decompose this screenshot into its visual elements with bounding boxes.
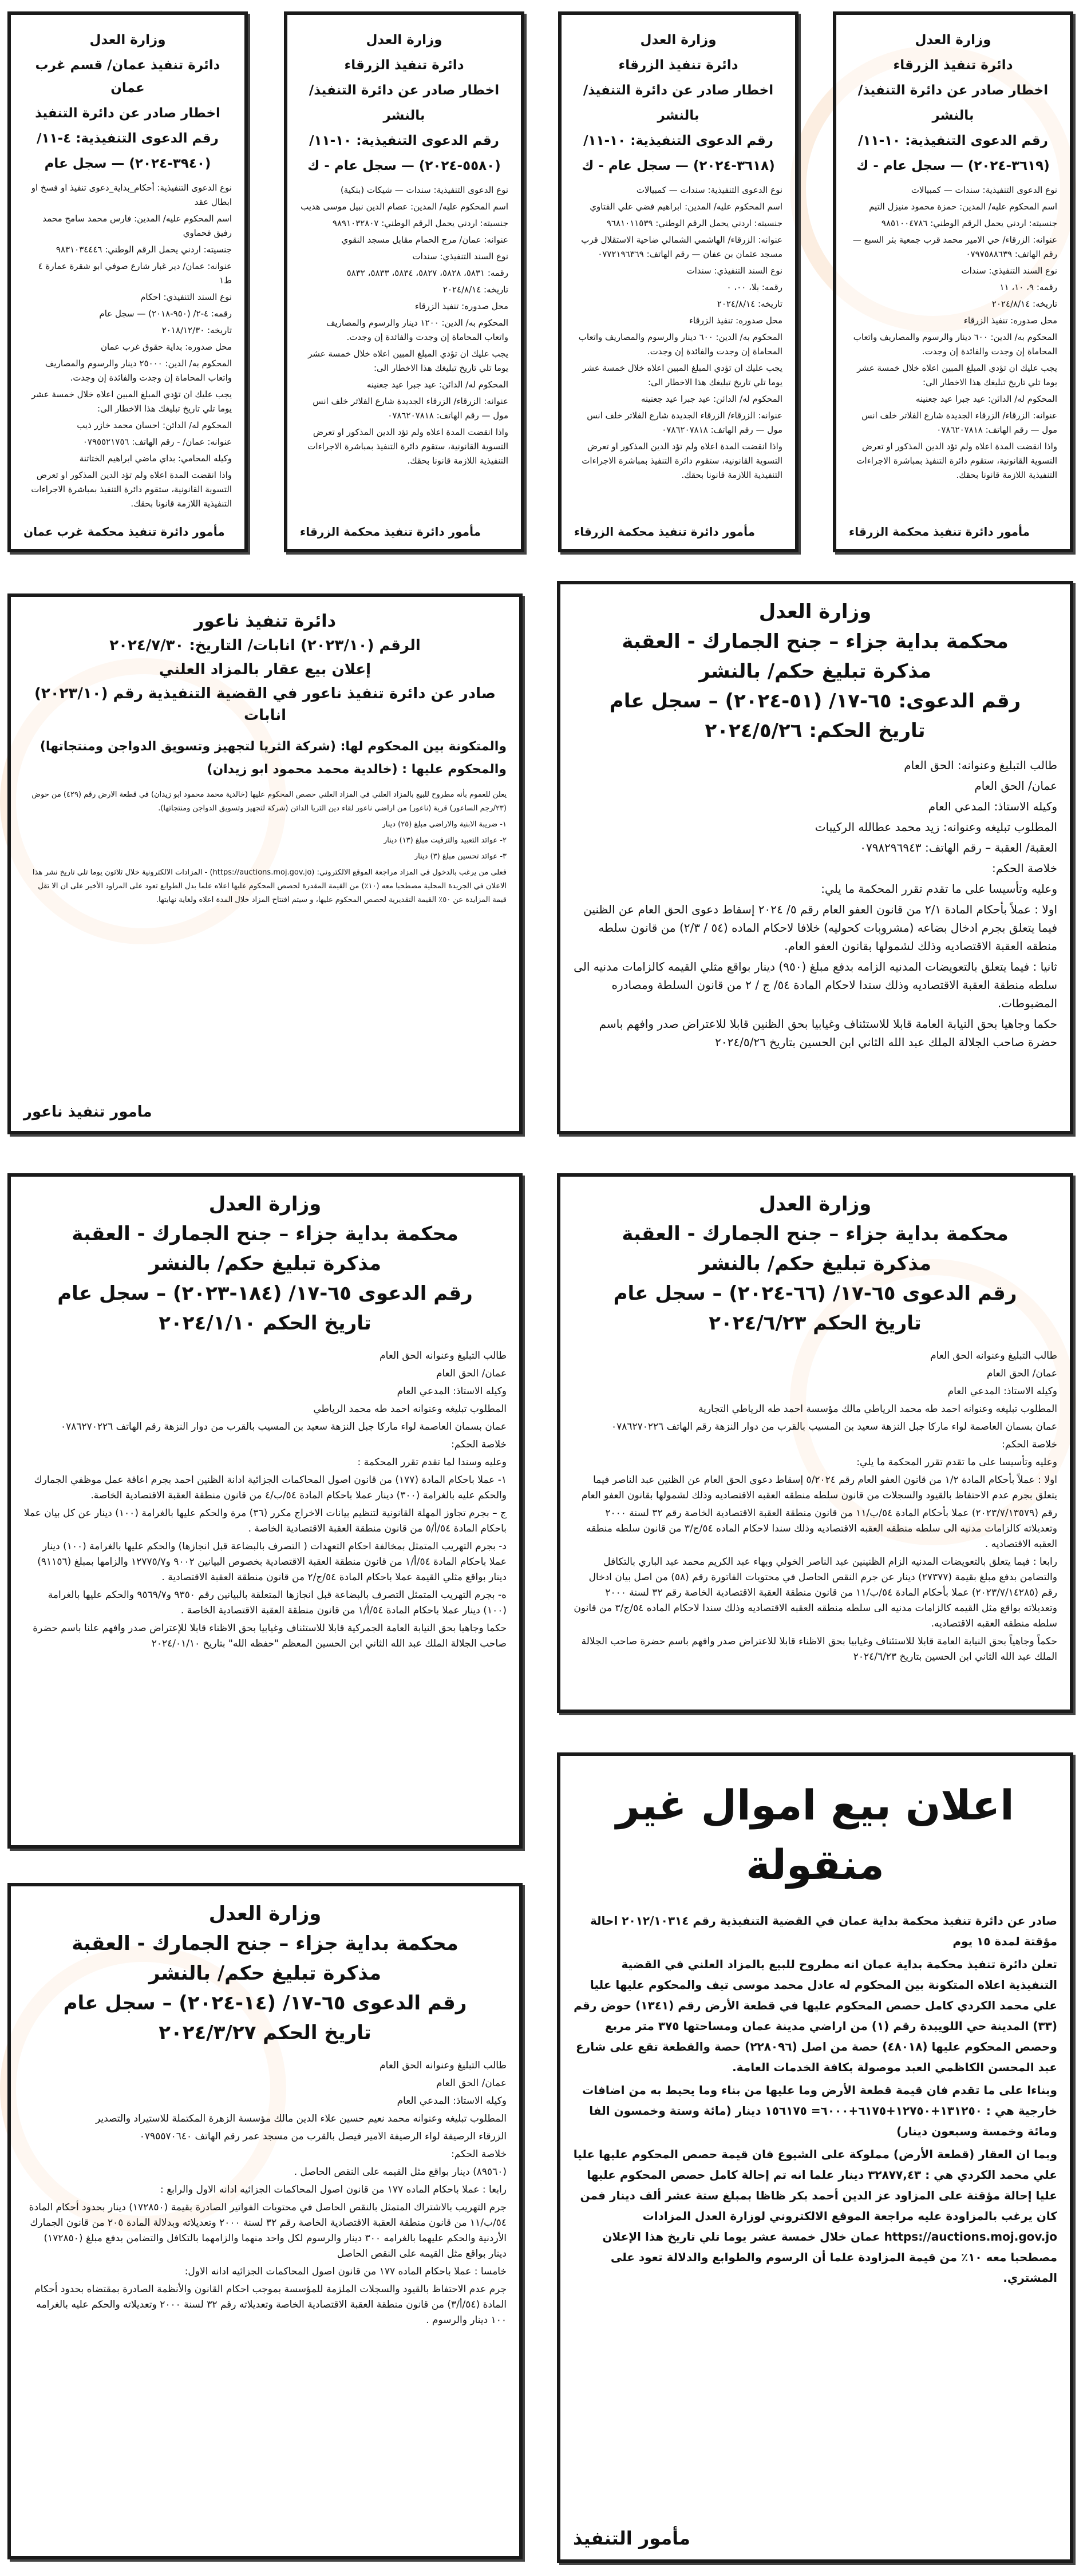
notice-body xyxy=(23,1348,507,1835)
body-line: ٣- عوائد تحسين مبلغ (٣) دينار xyxy=(414,852,507,861)
body-line: عمان/ الحق العام xyxy=(436,2078,507,2089)
header-line: الرقم (٢٠٢٣/١٠) انابات/ التاريخ: ٢٠٢٤/٧/٣٠ xyxy=(109,637,421,654)
body-line: ١- ضريبة الابنية والاراضي مبلغ (٢٥) دينار xyxy=(382,820,507,829)
notice-header xyxy=(23,29,232,177)
header-line: دائرة تنفيذ الزرقاء xyxy=(344,58,464,73)
header-line: مذكرة تبليغ حكم/ بالنشر xyxy=(148,1962,382,1985)
ministry-title: وزارة العدل xyxy=(758,600,872,623)
body-line: المحكوم له/ الدائن: عيد جبرا عيد جعنينه xyxy=(641,394,782,404)
header-line: تاريخ الحكم: ٢٠٢٤/٥/٢٦ xyxy=(705,719,926,742)
header-line: بالنشر xyxy=(932,108,974,123)
notice-header xyxy=(573,598,1057,747)
body-line: جنسيته: اردني يحمل الرقم الوطني: ٩٨٣١٠٣٤٤٤٦ xyxy=(56,244,232,255)
ministry-title: وزارة العدل xyxy=(366,33,442,48)
notice-body xyxy=(23,2058,507,2546)
body-line: رقمه: بلا، ٠٠، ٠ xyxy=(726,282,782,292)
body-line: وبما ان العقار (قطعة الأرض) مملوكة على الشيوع فان قيمة حصص المحكوم عليها عليا علي محمد الكردي هي : ٣٢٨٧٧,٤٣ دينار علما انه تم إحالة كامل حصص المحكوم عليها عليا إحالة مؤقتة على المزاود عز الدين أحمد بكر ظاظا بمبلغ ستة عشر ألف دينار فمن كان يرغب بالمزاودة عليه مراجعة الموقع الالكتروني لوزارة العدل المزادات https://auctions.moj.gov.jo عمان خلال خمسة عشر يوما تلي تاريخ هذا الإعلان مصطحبا معه ١٠٪ من قيمة المزاودة علما أن الرسوم والطوابع والدلالة تعود على المشتري. xyxy=(573,2147,1057,2285)
body-line: المحكوم له/ الدائن: احسان محمد خازر ذيب xyxy=(77,420,232,430)
notice-header xyxy=(573,1190,1057,1339)
body-line: الزرقاء الرصيفة لواء الرصيفة الامير فيصل بالقرب من مسجد عمر رقم الهاتف ٠٧٩٥٥٧٠٦٤٠ xyxy=(139,2131,507,2142)
notice-body xyxy=(574,183,782,519)
ministry-title: وزارة العدل xyxy=(89,33,166,48)
body-line: محل صدوره: تنفيذ الزرقاء xyxy=(414,301,508,311)
signature: مأمور دائرة تنفيذ محكمة غرب عمان xyxy=(23,525,225,539)
body-line: طالب التبليغ وعنوانه: الحق العام xyxy=(904,758,1057,772)
body-line: المحكوم له/ الدائن: عيد جبرا عيد جعنينه xyxy=(915,394,1057,404)
body-line: خلاصة الحكم: xyxy=(451,1439,507,1450)
body-line: يجب عليك ان تؤدي المبلغ المبين اعلاه خلال خمسة عشر يوما تلي تاريخ تبليغك هذا الاخطار الى: xyxy=(582,363,782,387)
body-line: جنسيته: اردني يحمل الرقم الوطني: ٩٨٥١٠٠٤٧٨٦ xyxy=(881,218,1057,228)
body-line: ٢- عوائد التعبيد والتزفيت مبلغ (١٣) دينار xyxy=(383,836,507,845)
header-line: رقم الدعوى ٦٥-١٧/ (٦٦-٢٠٢٤) – سجل عام xyxy=(613,1282,1017,1305)
header-line: (٥٥٨٠-٢٠٢٤) — سجل عام - ك xyxy=(307,159,501,173)
header-line: اخطار صادر عن دائرة التنفيذ/ xyxy=(857,83,1049,98)
body-line: طالب التبليغ وعنوانه الحق العام xyxy=(380,1350,507,1362)
body-line: عنوانه: الزرقاء/ الزرقاء الجديدة شارع الفلاتر خلف انس مول — رقم الهاتف: ٠٧٨٦٢٠٧٨١٨ xyxy=(313,396,508,421)
body-line: عنوانه: عمان/ دير غبار شارع صوفي ابو شقرة عمارة ٤ ط١ xyxy=(38,261,232,286)
body-line: اسم المحكوم عليه/ المدين: عصام الدين نبيل موسى هديب xyxy=(301,201,508,212)
body-line: المحكوم له/ الدائن: عيد جبرا عيد جعنينه xyxy=(366,379,508,390)
body-line: نوع الدعوى التنفيذية: سندات — كمبيالات xyxy=(911,185,1057,195)
body-line: رابعا : فيما يتعلق بالتعويضات المدنيه الزام الظنينين عبد الناصر الخولي وبهاء عبد الكريم محمد عبد الباري بالتكافل والتضامن بدفع مبلغ بقيمة (٢٧٣٧٧) دينار عن جرم النقص الحاصل في محتويات الفاتورة رقم (٥٨) من اصل بيان ادخال رقم (٢٠٢٣/٧/١٤٢٨٥) عملا بأحكام المادة ٥٤/ب/١١ من قانون منطقة العقبة الاقتصادية الخاصة رقم ٣٢ لسنة ٢٠٠٠ وتعديلاته بواقع مثل القيمه كالزامات مدنيه الى سلطه منطقه العقبه الاقتصاديه وذلك سندا لاحكام الماده ٥٤/ج/٣ من قانون سلطه منطقه العقبه الاقتصاديه. xyxy=(574,1556,1057,1629)
body-line: ج – بجرم تجاوز المهلة القانونية لتنظيم بيانات الاخراج مكرر (٣٦) مرة والحكم عليها بالغرامة (١٠٠) دينار عن كل بيان عملا باحكام المادة ٥٤/أ/٥ من قانون منطقة العقبة الاقتصادية الخاصة . xyxy=(23,1507,507,1534)
notice-body xyxy=(849,183,1057,519)
notice-real-estate-sale xyxy=(557,1752,1073,2563)
body-line: جنسيته: اردني يحمل الرقم الوطني: ٩٦٨١٠١١٥٣٩ xyxy=(606,218,782,228)
body-line: رقم (٢٠٢٣/٧/١٣٥٧٩) عملا بأحكام المادة ٥٤/ب/١١ من قانون منطقة العقبة الاقتصادية الخاصة رقم ٣٢ لسنة ٢٠٠٠ وتعديلاته كالزامات مدنيه الى سلطه منطقه العقبه الاقتصاديه وذلك سندا لاحكام الماده ٥٤/ج/٣ من قانون سلطه منطقه العقبه الاقتصاديه . xyxy=(586,1507,1057,1550)
header-line: رقم الدعوى ٦٥-١٧/ (١٤-٢٠٢٤) – سجل عام xyxy=(63,1992,467,2015)
signature: مأمور التنفيذ xyxy=(573,2527,690,2549)
body-line: المطلوب تبليغه وعنوانه محمد نعيم حسين علاء الدين مالك مؤسسة الزهرة المكتملة للاستيراد والتصدير xyxy=(96,2113,507,2124)
body-line: وعليه وتأسيسا على ما تقدم تقرر المحكمة ما يلي: xyxy=(856,1457,1057,1468)
body-line: اولا : عملاً بأحكام المادة ١/٢ من قانون العفو العام رقم ٥/٢٠٢٤ إسقاط دعوى الحق العام عن الظنين عبد الناصر فيما يتعلق بجرم عدم الاحتفاظ بالقيود والسجلات من قانون سلطه منطقه العقبه الاقتصاديه وذلك لشمولها بقانون العفو العام xyxy=(581,1474,1057,1501)
body-line: صادر عن دائرة تنفيذ محكمة بداية عمان في القضية التنفيذية رقم ٢٠١٢/١٠٣١٤ احالة مؤقتة لمدة ١٥ يوم xyxy=(590,1914,1057,1948)
body-line: عنوانه: عمان/ - رقم الهاتف: ٠٧٩٥٥٢١٧٥٦ xyxy=(82,437,232,447)
header-line: مذكرة تبليغ حكم/ بالنشر xyxy=(148,1252,382,1275)
body-line: تاريخه: ٢٠٢٤/٨/١٤ xyxy=(442,284,508,295)
notice-body xyxy=(573,756,1057,1121)
header-line: (٣٦١٩-٢٠٢٤) — سجل عام - ك xyxy=(856,159,1050,173)
notice-aqaba-14 xyxy=(7,1883,523,2559)
body-line: تاريخه: ٢٠٢٤/٨/١٤ xyxy=(991,299,1057,309)
notice-body xyxy=(23,788,507,1098)
notice-body xyxy=(573,1348,1057,1699)
notice-header xyxy=(300,29,508,180)
notice-header xyxy=(23,1900,507,2049)
body-line: عنوانه: عمان/ مرج الحمام مقابل مسجد النقوي xyxy=(341,235,508,245)
body-line: وعليه وسندا لما تقدم تقرر المحكمة : xyxy=(357,1457,507,1468)
notice-aqaba-51 xyxy=(557,581,1073,1134)
body-line: طالب التبليغ وعنوانه الحق العام xyxy=(930,1350,1057,1362)
signature: مأمور دائرة تنفيذ محكمة الزرقاء xyxy=(300,525,481,539)
body-line: عنوانه: الزرقاء/ حي الامير محمد قرب جمعية بئر السبع — رقم الهاتف: ٠٧٩٧٥٨٨٦٣٩ xyxy=(852,235,1057,259)
notice-west-amman-3940 xyxy=(7,11,248,552)
body-line: عنوانه: الزرقاء/ الهاشمي الشمالي ضاحية الاستقلال قرب مسجد عثمان بن عفان — رقم الهاتف: ٠٧٧٢١٩٦٣٦٩ xyxy=(581,235,782,259)
body-line: المطلوب تبليغه وعنوانه: زيد محمد عطالله الركيبات xyxy=(815,820,1057,834)
body-line: اسم المحكوم عليه/ المدين: فارس محمد سامح محمد رفيق فحماوي xyxy=(42,213,232,238)
header-line: دائرة تنفيذ الزرقاء xyxy=(618,58,738,73)
body-line: نوع السند التنفيذي: سندات xyxy=(961,266,1057,276)
body-line: المحكوم به/ الدين: ٦٠٠ دينار والرسوم والمصاريف واتعاب المحاماة إن وجدت والفائدة إن وجدت. xyxy=(853,332,1057,357)
body-line: نوع السند التنفيذي: سندات xyxy=(412,251,508,262)
body-line: واذا انقضت المدة اعلاه ولم تؤد الدين المذكور او تعرض التسوية القانونية، ستقوم دائرة التنفيذ بمباشرة الاجراءات التنفيذية اللازمة قانونا بحقك. xyxy=(31,470,232,509)
body-line: جرم عدم الاحتفاظ بالقيود والسجلات الملزمة للمؤسسة بموجب احكام القانون والأنظمة الصادرة بمقتضاه بحدود أحكام المادة (٥٤/أ/٣) من قانون منطقة العقبة الاقتصادية الخاصة وتعديلاته رقم ٣٢ لسنة ٢٠٠٠ وتعديلاته والحكم عليه بالغرامه ١٠٠ دينار والرسوم . xyxy=(34,2284,507,2326)
header-line: (٣٦١٨-٢٠٢٤) — سجل عام - ك xyxy=(582,159,775,173)
body-line: عنوانه: الزرقاء/ الزرقاء الجديدة شارع الفلاتر خلف انس مول — رقم الهاتف: ٠٧٨٦٢٠٧٨١٨ xyxy=(587,410,782,435)
body-line: يجب عليك ان تؤدي المبلغ المبين اعلاه خلال خمسة عشر يوما تلي تاريخ تبليغك هذا الاخطار الى: xyxy=(31,389,232,414)
header-line: اخطار صادر عن دائرة التنفيذ xyxy=(35,106,220,121)
body-line: تاريخه: ٢٠١٨/١٢/٣٠ xyxy=(161,325,232,335)
signature: مامور تنفيذ ناعور xyxy=(23,1103,152,1121)
body-line: وكيله الاستاذ: المدعي العام xyxy=(397,1386,507,1397)
body-line: المطلوب تبليغه وعنوانه احمد طه محمد الرياطي xyxy=(313,1403,507,1415)
body-line: رقمه: ٩، ١٠، ١١ xyxy=(999,282,1057,292)
body-line: المطلوب تبليغه وعنوانه احمد طه محمد الرياطي مالك مؤسسة احمد طه الرياطي التجارية xyxy=(698,1403,1057,1415)
ministry-title: وزارة العدل xyxy=(915,33,991,48)
body-line: واذا انقضت المدة اعلاه ولم تؤد الدين المذكور او تعرض التسوية القانونية، ستقوم دائرة التنفيذ بمباشرة الاجراءات التنفيذية اللازمة قانونا بحقك. xyxy=(856,441,1057,480)
notice-zarqa-3618 xyxy=(558,11,799,552)
body-line: نوع السند التنفيذي: سندات xyxy=(686,266,782,276)
body-line: نوع الدعوى التنفيذية: سندات — شيكات (بنكية) xyxy=(340,185,508,195)
body-line: واذا انقضت المدة اعلاه ولم تؤد الدين المذكور او تعرض التسوية القانونية، ستقوم دائرة التنفيذ بمباشرة الاجراءات التنفيذية اللازمة قانونا بحقك. xyxy=(582,441,782,480)
header-line: صادر عن دائرة تنفيذ ناعور في القضية التنفيذية رقم (٢٠٢٣/١٠) انابات xyxy=(34,685,496,724)
header-line: محكمة بداية جزاء – جنح الجمارك - العقبة xyxy=(72,1222,458,1245)
body-line: المحكوم به/ الدين: ١٢٠٠ دينار والرسوم والمصاريف واتعاب المحاماة إن وجدت والفائدة إن وجدت. xyxy=(326,318,508,342)
signature: مأمور دائرة تنفيذ محكمة الزرقاء xyxy=(574,525,755,539)
notice-header xyxy=(23,611,507,729)
header-line: تاريخ الحكم ٢٠٢٤/١/١٠ xyxy=(159,1312,371,1335)
body-line: اسم المحكوم عليه/ المدين: ابراهيم فضي علي الفتاوي xyxy=(590,201,782,212)
body-line: رقمه: ٤-٢/ (٩٥٠-٢٠١٨) — سجل عام xyxy=(99,308,232,319)
body-line: وعليه وتأسيسا على ما تقدم تقرر المحكمة ما يلي: xyxy=(821,882,1057,896)
body-line: وبناءا على ما تقدم فان قيمة قطعة الأرض وما عليها من بناء وما يحيط به من اضافات خارجية هي : ١٣١٢٥٠+١٢٧٥٠+٦١٧٥+٦٠٠٠= ١٥٦١٧٥ دينار (مائة وستة وخمسون الفا ومائة وخمسة وسبعون دينار) xyxy=(582,2083,1057,2138)
body-line: عمان/ الحق العام xyxy=(436,1368,507,1379)
body-line: ه- بجرم التهريب المتمثل التصرف بالبضاعة قبل انجازها المتعلقة بالبيانين رقم ٩٣٥٠ و٩٥٦٩/٧ والحكم عليها بالغرامة (١٠٠) دينار عملا باحكام المادة ٥٤/أ/١ من قانون منطقة العقبة الاقتصادية الخاصة . xyxy=(48,1589,507,1616)
header-line: اخطار صادر عن دائرة التنفيذ/ xyxy=(583,83,774,98)
header-line: اخطار صادر عن دائرة التنفيذ/ xyxy=(309,83,500,98)
header-line: محكمة بداية جزاء – جنح الجمارك - العقبة xyxy=(622,1222,1009,1245)
body-line: اولا : عملاً بأحكام المادة ٢/١ من قانون العفو العام رقم ٥/ ٢٠٢٤ إسقاط دعوى الحق العام عن الظنين فيما يتعلق بجرم ادخال بضاعه (مشروبات كحوليه) خلافا لاحكام الماده (٥٤ / ٢/٣) من قانون سلطه منطقه العقبة الاقتصاديه وذلك لشمولها بقانون العفو العام. xyxy=(583,903,1057,953)
body-line: نوع الدعوى التنفيذية: سندات — كمبيالات xyxy=(636,185,782,195)
header-line: مذكرة تبليغ حكم/ بالنشر xyxy=(698,1252,932,1275)
header-line: محكمة بداية جزاء – جنح الجمارك - العقبة xyxy=(72,1932,458,1955)
header-line: دائرة تنفيذ الزرقاء xyxy=(893,58,1013,73)
ministry-title: وزارة العدل xyxy=(208,1193,322,1216)
notice-body xyxy=(300,183,508,519)
body-line: فعلى من يرغب بالدخول في المزاد مراجعة الموقع الالكتروني: (https://auctions.moj.gov.jo) - المزادات الالكترونية خلال ثلاثون يوما تلي تاريخ نشر هذا الاعلان في الجريدة المحلية مصطحبا معه (١٠٪) من القيمة المقدرة لحصص المحكوم عليها اعلاه علما بدل الطوابع تعود على المزاود الأخير على ان الا تقل قيمة المزايدة عن ٥٠٪ القيمة التقديرية لحصص المحكوم عليها، و سيتم افتتاح المزاد خلال المدة اعلاه ولغاية نهايتها. xyxy=(32,868,507,904)
notice-header xyxy=(574,29,782,180)
body-line: خامسا : عملا باحكام الماده ١٧٧ من قانون اصول المحاكمات الجزائيه ادانه الاول: xyxy=(184,2266,507,2277)
header-line: رقم الدعوى التنفيذية: ١٠-١١/ xyxy=(309,133,499,148)
header-line: بالنشر xyxy=(657,108,699,123)
party-line: والمحكوم عليها : (خالدية محمد محمود ابو زيدان) xyxy=(207,762,507,777)
body-line: العقبة/ العقبة – رقم الهاتف: ٠٧٩٨٢٩٦٩٤٣ xyxy=(860,841,1057,854)
body-line: ثانيا : فيما يتعلق بالتعويضات المدنيه الزامه بدفع مبلغ (٩٥٠) دينار بواقع مثلي القيمه كالزامات مدنيه الى سلطه منطقة العقبة الاقتصاديه وذلك سندا لاحكام المادة ٥٤/ ج / ٢ من قانون السلطة ومصادره المضبوطات. xyxy=(574,960,1057,1010)
notice-zarqa-3619 xyxy=(833,11,1073,552)
parties xyxy=(23,735,507,781)
notice-aqaba-184 xyxy=(7,1173,523,1849)
body-line: جنسيته: اردني يحمل الرقم الوطني: ٩٨٩١٠٣٢٨٠٧ xyxy=(332,218,508,228)
body-line: حكما وجاهيا بحق النيابة العامة قابلا للاستئناف وغيابيا بحق الظنين قابلا للاعتراض صدر وافهم باسم حضرة صاحب الجلالة الملك عبد الله الثاني ابن الحسين بتاريخ ٢٠٢٤/٥/٢٦ xyxy=(599,1017,1057,1049)
body-line: جرم التهريب بالاشتراك المتمثل بالنقص الحاصل في محتويات الفواتير الصادرة بقيمة (١٧٢٨٥٠) دينار بحدود أحكام المادة ٥٤/ب/١١ من قانون منطقة العقبة الاقتصادية الخاصة رقم ٣٢ لسنة ٢٠٠٠ وتعديلاته وبدلالة المادة ٢٠٥ من قانون الجمارك الأردنية والحكم عليهما بالغرامه ٣٠٠ دينار والرسوم لكل واحد منهما والزامهما بالتكافل والتضامن بدفع مبلغ (١٧٢٨٥٠) دينار بواقع مثل القيمه على النقص الحاصل xyxy=(29,2202,507,2260)
notice-header xyxy=(849,29,1057,180)
body-line: (٨٩٥٦٠) دينار بواقع مثل القيمه على النقص الحاصل . xyxy=(294,2166,507,2178)
body-line: تاريخه: ٢٠٢٤/٨/١٤ xyxy=(717,299,782,309)
notice-body xyxy=(573,1910,1057,2522)
body-line: د- بجرم التهريب المتمثل بمخالفة احكام التعهدات ( التصرف بالبضاعة قبل انجازها) والحكم عليها بالغرامة (١٠٠) دينار عملا باحكام المادة ٥٤/أ/١ من قانون منطقة العقبة الاقتصادية بخصوص البيانين ٩٠٠٢ و١٢٧٧٥/٧ والزامها بمبلغ (٩١١٥٦) دينار بواقع مثلي القيمة عملا باحكام المادة ٥٤/ج/٢ من قانون منطقة العقبة الاقتصادية . xyxy=(37,1541,507,1583)
header-line: تاريخ الحكم ٢٠٢٤/٣/٢٧ xyxy=(159,2021,371,2044)
notice-aqaba-66 xyxy=(557,1173,1073,1713)
body-line: محل صدوره: تنفيذ الزرقاء xyxy=(689,315,782,326)
ministry-title: وزارة العدل xyxy=(208,1902,322,1925)
signature: مأمور دائرة تنفيذ محكمة الزرقاء xyxy=(849,525,1030,539)
body-line: رقمه: ٥٨٣١، ٥٨٢٨، ٥٨٢٧، ٥٨٣٤، ٥٨٣٣، ٥٨٣٢ xyxy=(346,268,508,278)
notice-header xyxy=(23,1190,507,1339)
body-line: طالب التبليغ وعنوانه الحق العام xyxy=(380,2060,507,2071)
header-line: دائرة تنفيذ عمان/ قسم غرب عمان xyxy=(35,58,220,96)
header-line: رقم الدعوى التنفيذية: ١٠-١١/ xyxy=(583,133,773,148)
body-line: واذا انقضت المدة اعلاه ولم تؤد الدين المذكور او تعرض التسوية القانونية، ستقوم دائرة التنفيذ بمباشرة الاجراءات التنفيذية اللازمة قانونا بحقك. xyxy=(307,427,508,466)
body-line: وكيله الاستاذ: المدعي العام xyxy=(947,1386,1057,1397)
body-line: نوع السند التنفيذي: احكام xyxy=(140,292,232,302)
header-line: مذكرة تبليغ حكم/ بالنشر xyxy=(698,660,932,683)
body-line: رابعا : عملا باحكام الماده ١٧٧ من قانون اصول المحاكمات الجزائيه ادانه الاول والرابع : xyxy=(160,2184,507,2195)
body-line: عنوانه: الزرقاء/ الزرقاء الجديدة شارع الفلاتر خلف انس مول — رقم الهاتف: ٠٧٨٦٢٠٧٨١٨ xyxy=(861,410,1057,435)
body-line: نوع الدعوى التنفيذية: أحكام_بداية_دعوى تنفيذ او فسخ او ابطال عقد xyxy=(31,183,232,207)
body-line: وكيله الاستاذ: المدعي العام xyxy=(397,2095,507,2107)
notice-naour-auction xyxy=(7,593,523,1134)
notice-title: اعلان بيع اموال غير منقولة xyxy=(616,1781,1014,1889)
body-line: تعلن دائرة تنفيذ محكمة بداية عمان انه مطروح للبيع بالمزاد العلني في القضية التنفيذية اعلاه المتكونة بين المحكوم له عادل محمد موسى تيف والمحكوم عليها عليا علي محمد الكردي كامل حصص المحكوم عليها في قطعة الأرض رقم (١٣٤١) حوض رقم (٣٣) المدينة حي اللويبدة رقم (١) من اراضي مدينة عمان ومساحتها ٣٧٥ متر مربع وحصص المحكوم عليها (٤٨٠١٨) حصة من اصل (٢٢٨٠٩٦) حصة والقطعة تقع على شارع عبد المحسن الكاظمي العبد موصولة بكافة الخدمات العامة. xyxy=(574,1957,1057,2074)
header-line: محكمة بداية جزاء – جنح الجمارك - العقبة xyxy=(622,630,1009,653)
body-line: محل صدوره: بداية حقوق غرب عمان xyxy=(100,342,232,352)
body-line: يجب عليك ان تؤدي المبلغ المبين اعلاه خلال خمسة عشر يوما تلي تاريخ تبليغك هذا الاخطار الى: xyxy=(857,363,1057,387)
body-line: ١- عملا باحكام المادة (١٧٧) من قانون اصول المحاكمات الجزائية ادانة الظنين احمد بجرم اعاقة عمل موظفي الجمارك والحكم عليه بالغرامة (٣٠٠) دينار عملا باحكام المادة ٥٤/ب/٤ من قانون منطقة العقبة الاقتصادية الخاصة. xyxy=(34,1474,507,1501)
header-line: رقم الدعوى التنفيذية: ١٠-١١/ xyxy=(858,133,1048,148)
header-line: رقم الدعوى ٦٥-١٧/ (١٨٤-٢٠٢٣) – سجل عام xyxy=(57,1282,473,1305)
body-line: عمان/ الحق العام xyxy=(986,1368,1057,1379)
body-line: وكيله الاستاذ: المدعي العام xyxy=(928,800,1057,813)
body-line: خلاصة الحكم: xyxy=(1002,1439,1057,1450)
header-line: رقم الدعوى: ٦٥-١٧/ (٥١-٢٠٢٤) – سجل عام xyxy=(609,690,1021,713)
body-line: يجب عليك ان تؤدي المبلغ المبين اعلاه خلال خمسة عشر يوما تلي تاريخ تبليغك هذا الاخطار الى: xyxy=(308,349,508,373)
body-line: خلاصة الحكم: xyxy=(451,2148,507,2160)
body-line: خلاصة الحكم: xyxy=(991,861,1057,875)
body-line: وكيله المحامي: بداي ماضي ابراهيم الختاتنة xyxy=(79,453,232,464)
header-line: تاريخ الحكم ٢٠٢٤/٦/٢٣ xyxy=(709,1312,922,1335)
body-line: حكما وجاهيا بحق النيابة العامة الجمركية قابلا للاستئناف وغيابيا بحق الاظناء قابلا للإعتراض صدر وافهم علنا باسم حضرة صاحب الجلالة الملك عبد الله الثاني ابن الحسين المعظم "حفظه الله" بتاريخ ٢٠٢٤/٠١/١٠ xyxy=(33,1623,507,1649)
header-line: بالنشر xyxy=(383,108,425,123)
header-line: رقم الدعوى التنفيذية: ٤-١١/ xyxy=(37,131,219,146)
body-line: المحكوم به/ الدين: ٢٥٠٠٠ دينار والرسوم والمصاريف واتعاب المحاماة إن وجدت والفائدة إن وجدت. xyxy=(45,358,232,383)
body-line: اسم المحكوم عليه/ المدين: حمزة محمود منيزل التيم xyxy=(869,201,1057,212)
notice-body xyxy=(23,181,232,519)
header-line: (٣٩٤٠-٢٠٢٤) — سجل عام xyxy=(44,156,211,171)
body-line: عمان بسمان العاصمة لواء ماركا جبل النزهة سعيد بن المسيب بالقرب من دوار النزهة رقم الهاتف ٠٧٨٦٢٧٠٢٢٦ xyxy=(60,1421,507,1433)
notice-zarqa-5580 xyxy=(284,11,524,552)
party-line: والمتكونة بين المحكوم لها: (شركة الثريا لتجهيز وتسويق الدواجن ومنتجاتها) xyxy=(39,739,507,754)
body-line: عمان بسمان العاصمة لواء ماركا جبل النزهة سعيد بن المسيب بالقرب من دوار النزهة رقم الهاتف ٠٧٨٦٢٧٠٢٢٦ xyxy=(611,1421,1057,1433)
body-line: المحكوم به/ الدين: ٦٠٠ دينار والرسوم والمصاريف واتعاب المحاماة إن وجدت والفائدة إن وجدت. xyxy=(578,332,782,357)
ministry-title: وزارة العدل xyxy=(758,1193,872,1216)
body-line: يعلن للعموم بأنه مطروح للبيع بالمزاد العلني في المزاد العلني حصص المحكوم عليها (خالدية محمد محمود ابو زيدان) في قطعة الارض رقم (٤٢٩) من حوض (٢٣/رجم الساعور) قرية (ناعور) من اراضي ناعور لقاء دين الثريا الدائن (شركة لتجهيز وتسويق الدواجن ومنتجاتها). xyxy=(31,790,507,813)
ministry-title: دائرة تنفيذ ناعور xyxy=(194,611,336,631)
ministry-title: وزارة العدل xyxy=(640,33,717,48)
body-line: حكماً وجاهياً بحق النيابة العامة قابلا للاستئناف وغيابيا بحق الاظناء قابلا للاعتراض صدر وافهم باسم حضرة صاحب الجلالة الملك عبد الله الثاني ابن الحسين بتاريخ ٢٠٢٤/٦/٢٣ xyxy=(581,1636,1057,1663)
header-line: إعلان بيع عقار بالمزاد العلني xyxy=(159,661,371,678)
body-line: عمان/ الحق العام xyxy=(974,779,1057,793)
body-line: محل صدوره: تنفيذ الزرقاء xyxy=(963,315,1057,326)
